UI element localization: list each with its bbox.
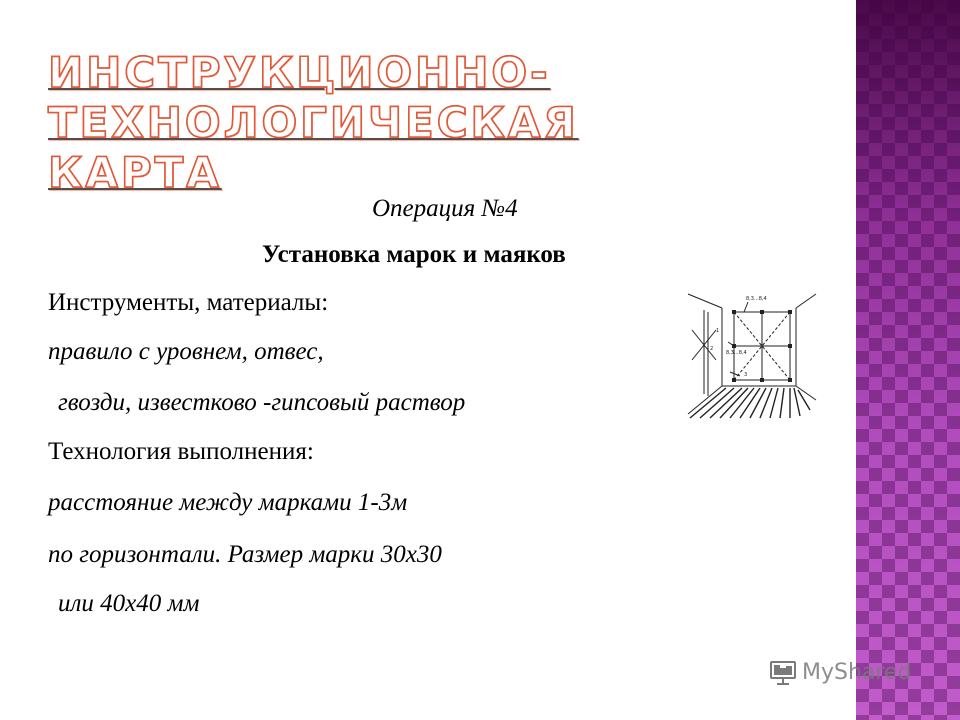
diagram-label-middle: 8,3...8,4	[726, 350, 747, 356]
decorative-side-band	[856, 0, 960, 720]
diagram-label-1: 1	[716, 328, 720, 334]
operation-name: Установка марок и маяков	[262, 241, 566, 268]
tools-line-1: правило с уровнем, отвес,	[48, 338, 324, 365]
diagram-label-top: 8,3...8,4	[746, 296, 767, 302]
technology-line-2: по горизонтали. Размер марки 30х30	[48, 541, 442, 568]
watermark	[768, 652, 928, 692]
operation-number: Операция №4	[372, 195, 518, 222]
slide-title: ИНСТРУКЦИОННО-ТЕХНОЛОГИЧЕСКАЯ КАРТА	[48, 48, 579, 197]
tools-heading: Инструменты, материалы:	[48, 289, 329, 316]
presentation-screen-icon	[768, 657, 798, 687]
wall-marks-diagram	[686, 290, 818, 420]
technology-heading: Технология выполнения:	[48, 438, 314, 465]
watermark-text: MyShared	[802, 659, 912, 685]
diagram-label-2: 2	[710, 346, 714, 352]
technology-line-1: расстояние между марками 1-3м	[48, 489, 408, 516]
tools-line-2: гвозди, известково -гипсовый раствор	[58, 389, 466, 416]
technology-line-3: или 40х40 мм	[58, 590, 200, 617]
diagram-label-3: 3	[744, 372, 748, 378]
